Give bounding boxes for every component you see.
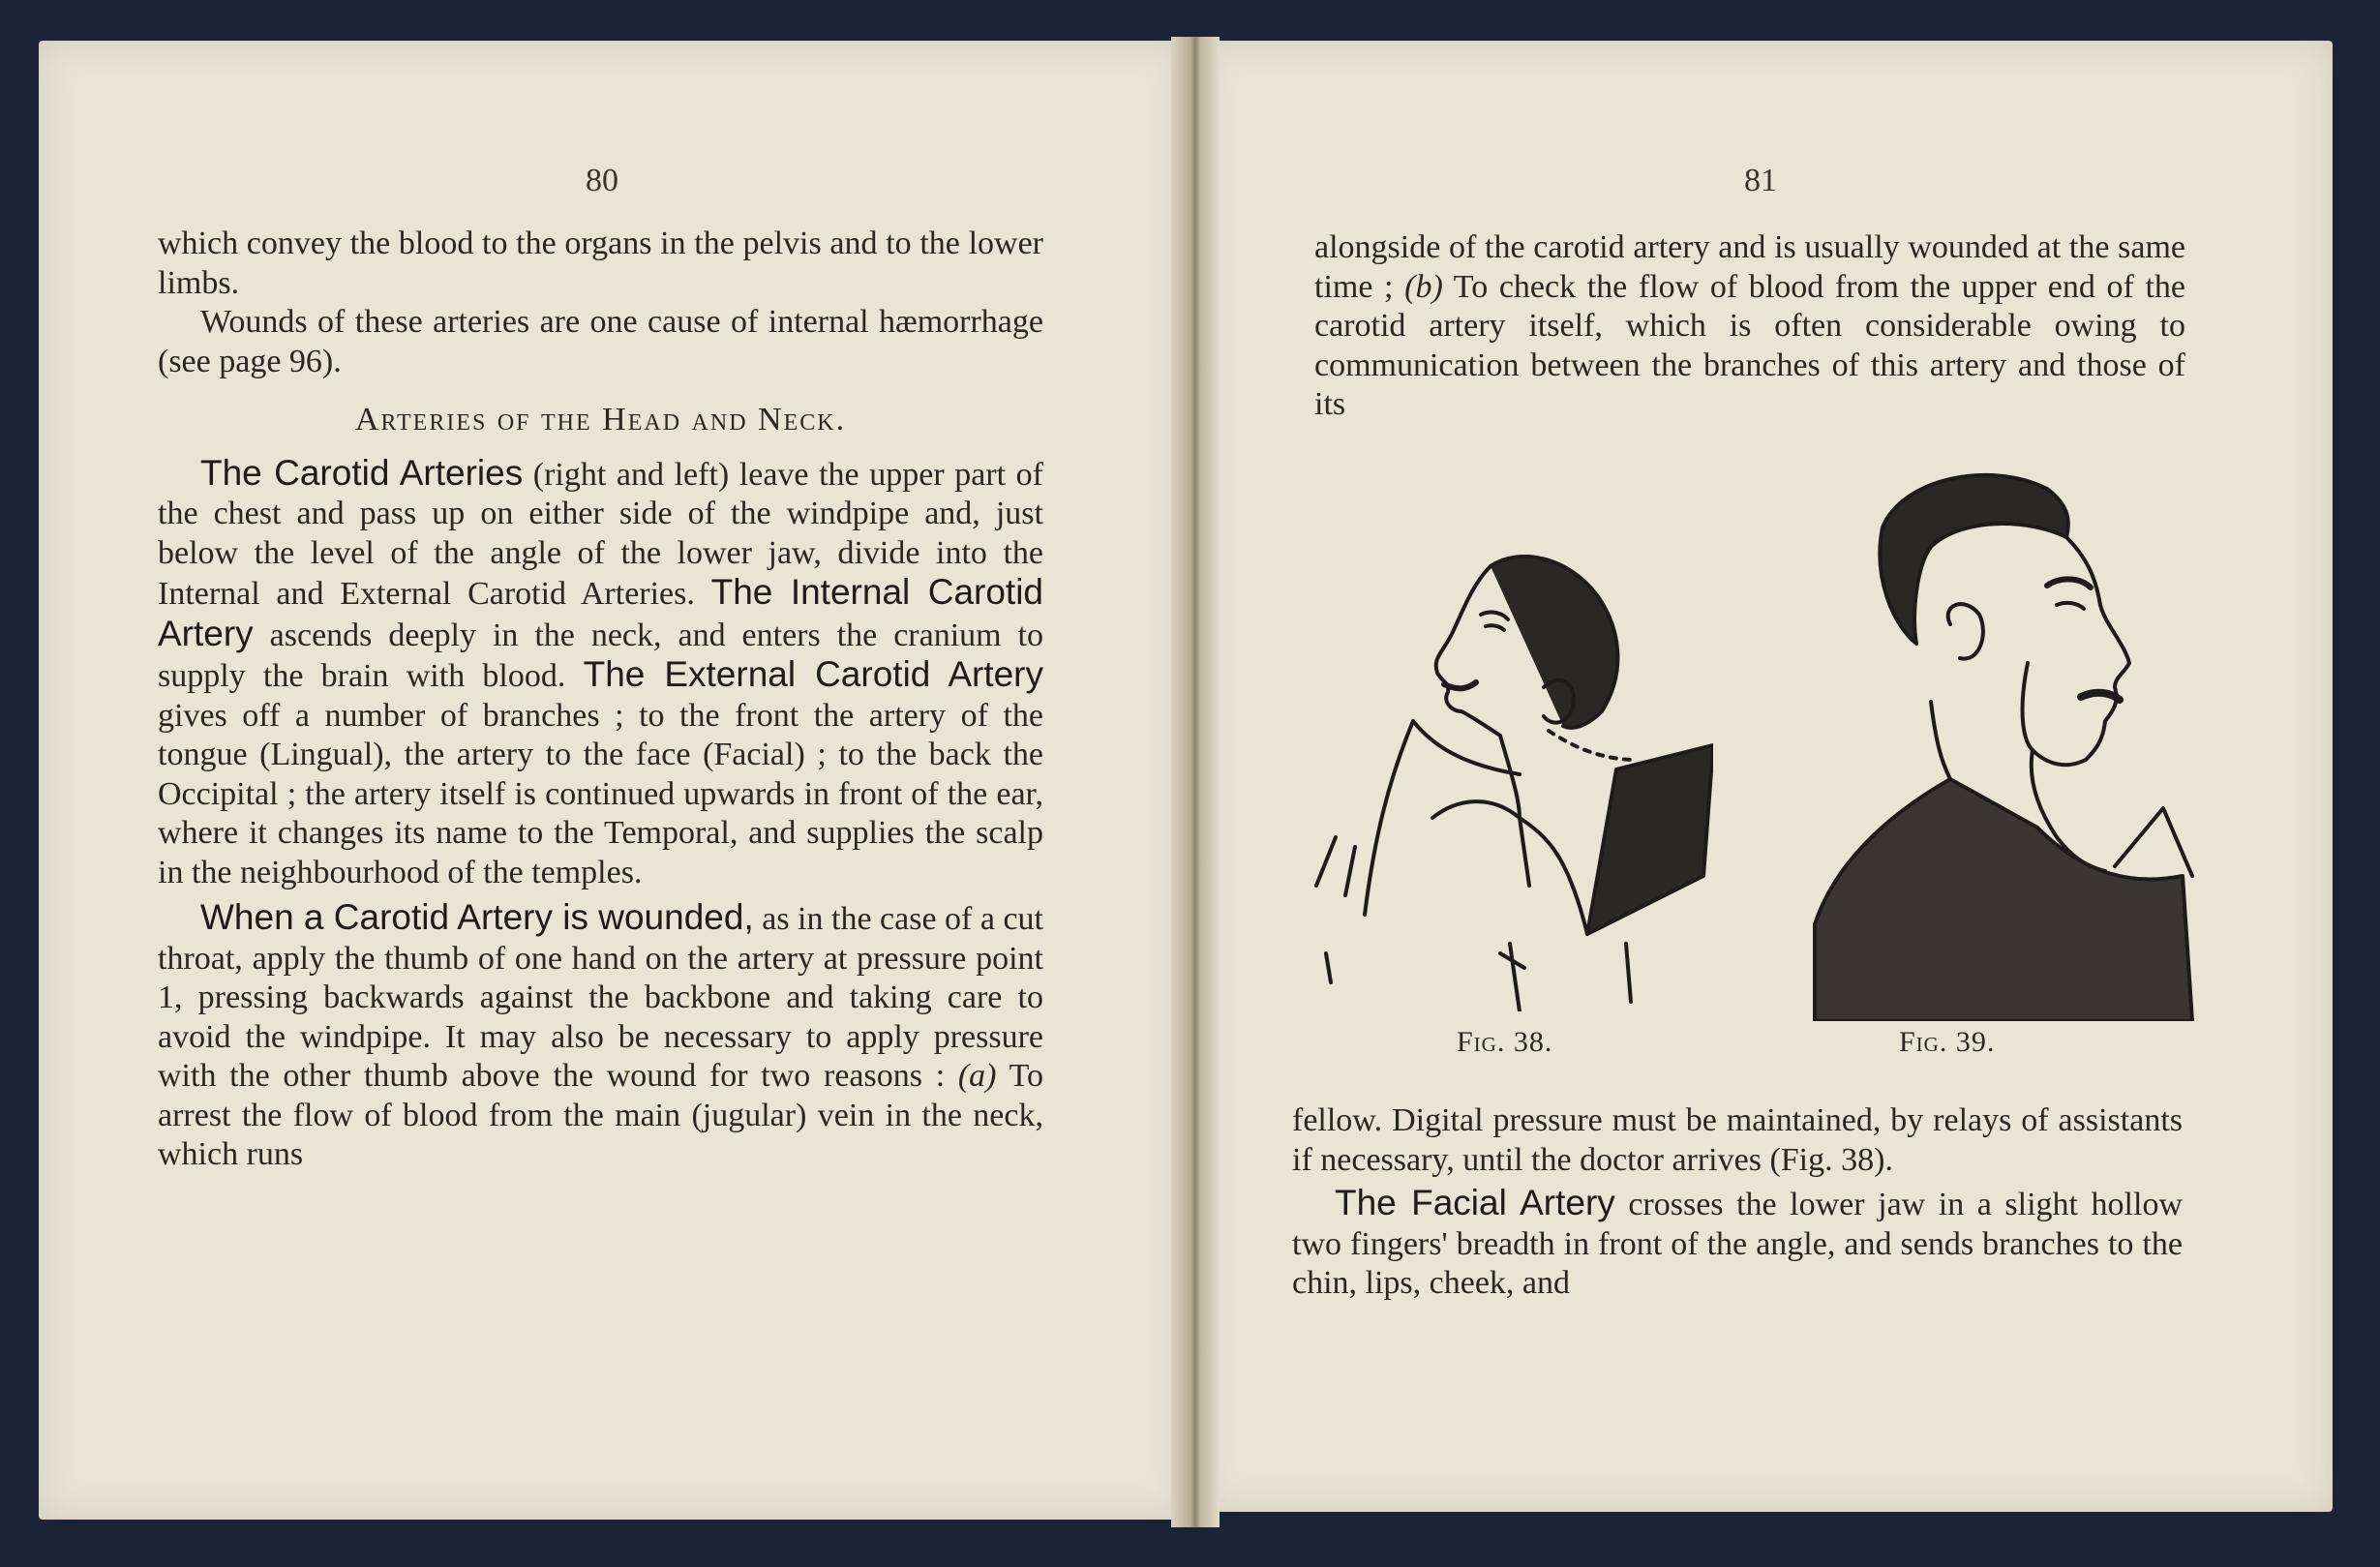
- figure-38-illustration: [1297, 527, 1713, 1011]
- bold-lead: The Carotid Arteries: [200, 452, 524, 493]
- paragraph-carotid: [158, 454, 1043, 893]
- paragraph: which convey the blood to the organs in the pelvis and to the lower limbs.: [158, 226, 1043, 301]
- bold-lead: The Internal Carotid Artery: [158, 572, 1043, 653]
- paragraph-facial: [1292, 1184, 2183, 1304]
- paragraph-text: as in the case of a cut throat, apply the thumb of one hand on the artery at pressure point 1, pressing backwards against the backbone and taking care to avoid the windpipe. It may also be necessary to apply pressure with the other thumb above the wound for two reasons :: [158, 901, 1043, 1094]
- figure-39-caption: Fig. 39.: [1899, 1026, 1996, 1058]
- bold-lead: When a Carotid Artery is wounded,: [200, 897, 754, 937]
- paragraph-text: ascends deeply in the neck, and enters the cranium to supply the brain with blood.: [158, 617, 1043, 694]
- figure-38-caption: Fig. 38.: [1457, 1026, 1553, 1058]
- label-a: (a): [957, 1058, 997, 1094]
- left-page-text: [158, 225, 1043, 1175]
- paragraph-text: crosses the lower jaw in a slight hollow two fingers' breadth in front of the angle, and sends branches to the chin, lips, cheek, and: [1292, 1187, 2183, 1301]
- section-heading: Arteries of the Head and Neck.: [354, 402, 847, 437]
- book-spine: [1171, 37, 1220, 1527]
- paragraph: [1314, 228, 2185, 425]
- paragraph-text: To arrest the flow of blood from the main (jugular) vein in the neck, which runs: [158, 1058, 1043, 1172]
- right-page-bottom-text: [1292, 1101, 2183, 1304]
- paragraph-text: (right and left) leave the upper part of the chest and pass up on either side of the windpipe and, just below the level of the angle of the lower jaw, divide into the Internal and External Carotid Arteries.: [158, 456, 1043, 612]
- page-number-left: 80: [586, 163, 618, 198]
- page-number-right: 81: [1744, 163, 1777, 198]
- bold-lead: The Facial Artery: [1335, 1183, 1615, 1222]
- paragraph-text: alongside of the carotid artery and is usually wounded at the same time ;: [1314, 229, 2185, 305]
- paragraph-wounded: [158, 898, 1043, 1175]
- paragraph: fellow. Digital pressure must be maintained, by relays of assistants if necessary, until the doctor arrives (Fig. 38).: [1292, 1102, 2183, 1178]
- paragraph-text: gives off a number of branches ; to the front the artery of the tongue (Lingual), the artery to the face (Facial) ; to the back the Occipital ; the artery itself is continued upwards in front of the ear, where it changes its name to the Temporal, and supplies the scalp in the neighbourhood of the temples.: [158, 697, 1043, 890]
- paragraph-text: To check the flow of blood from the upper end of the carotid artery itself, which is often considerable owing to communication between the branches of this artery and those of its: [1314, 268, 2185, 422]
- label-b: (b): [1404, 268, 1443, 305]
- bold-lead: The External Carotid Artery: [583, 654, 1044, 694]
- paragraph: Wounds of these arteries are one cause of internal hæmorrhage (see page 96).: [158, 304, 1043, 379]
- figure-39-illustration: [1795, 460, 2202, 1021]
- right-page-top-text: [1314, 228, 2185, 425]
